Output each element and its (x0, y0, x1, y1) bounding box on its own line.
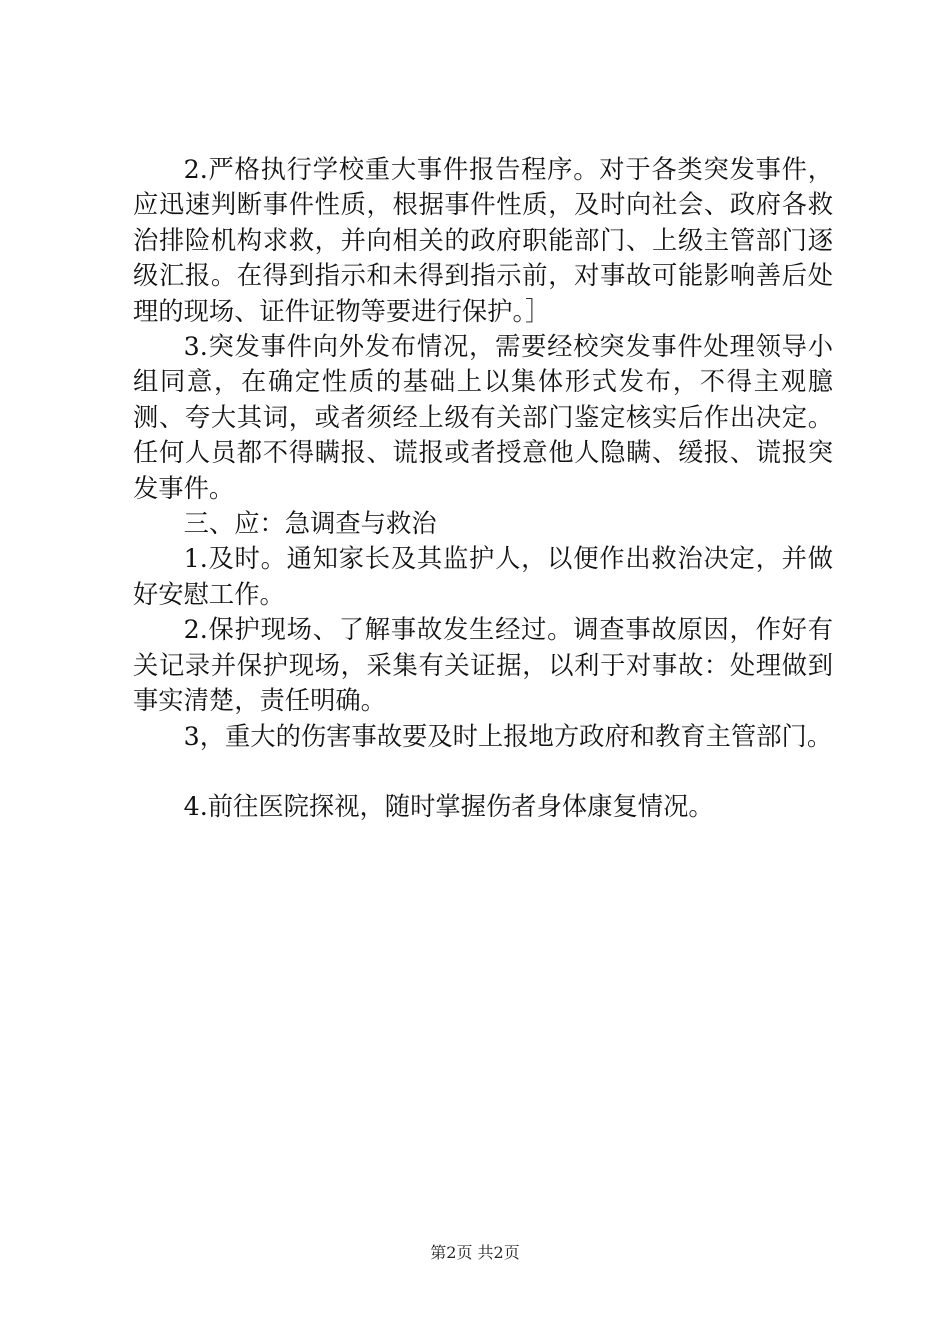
paragraph-hospital-visit: 4.前往医院探视，随时掌握伤者身体康复情况。 (183, 791, 714, 821)
page-footer: 第2页 共2页 (430, 1243, 520, 1262)
document-body (133, 152, 833, 824)
paragraph-notify-parents: 1.及时。通知家长及其监护人，以便作出救治决定，并做好安慰工作。 (133, 544, 833, 609)
paragraph-protect-scene: 2.保护现场、了解事故发生经过。调查事故原因，作好有关记录并保护现场，采集有关证据，以利于对事故：处理做到事实清楚，责任明确。 (133, 615, 833, 716)
paragraph-external-release: 3.突发事件向外发布情况，需要经校突发事件处理领导小组同意，在确定性质的基础上以集体形式发布，不得主观臆测、夸大其词，或者须经上级有关部门鉴定核实后作出决定。任何人员都不得瞒报、谎报或者授意他人隐瞒、缓报、谎报突发事件。 (133, 332, 833, 503)
paragraph-reporting-procedure: 2.严格执行学校重大事件报告程序。对于各类突发事件，应迅速判断事件性质，根据事件性质，及时向社会、政府各救治排险机构求救，并向相关的政府职能部门、上级主管部门逐级汇报。在得到指示和未得到指示前，对事故可能影响善后处理的现场、证件证物等要进行保护。］ (133, 155, 833, 326)
paragraph-report-authorities: 3，重大的伤害事故要及时上报地方政府和教育主管部门。 (183, 721, 833, 751)
section-heading-investigation: 三、应：急调查与救治 (183, 509, 437, 539)
